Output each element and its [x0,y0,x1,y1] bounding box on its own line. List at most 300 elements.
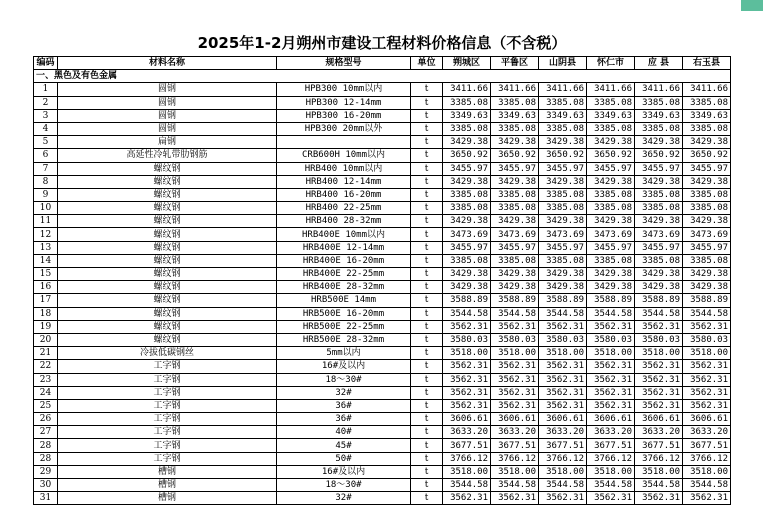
header-region-shanyin: 山阴县 [539,57,587,70]
unit: t [411,202,443,215]
spec: 36# [277,413,411,426]
price-cell: 3580.03 [587,333,635,346]
table-row [34,215,731,228]
price-cell: 3455.97 [443,241,491,254]
price-cell: 3349.63 [491,109,539,122]
header-region-huairen: 怀仁市 [587,57,635,70]
unit: t [411,254,443,267]
spec [277,136,411,149]
spec: HPB300 10mm以内 [277,83,411,96]
row-number: 27 [34,426,58,439]
unit: t [411,228,443,241]
corner-accent [741,0,763,11]
price-cell: 3385.08 [587,254,635,267]
price-cell: 3429.38 [443,281,491,294]
price-cell: 3562.31 [635,386,683,399]
unit: t [411,360,443,373]
price-cell: 3580.03 [491,333,539,346]
unit: t [411,175,443,188]
row-number: 16 [34,281,58,294]
spec: 32# [277,386,411,399]
spec: HRB500E 28-32mm [277,333,411,346]
price-cell: 3455.97 [683,241,731,254]
table-row [34,268,731,281]
material-name: 槽钢 [58,465,277,478]
row-number: 6 [34,149,58,162]
row-number: 2 [34,96,58,109]
price-cell: 3544.58 [539,479,587,492]
material-name: 圆钢 [58,83,277,96]
header-unit: 单位 [411,57,443,70]
header-region-shuocheng: 朔城区 [443,57,491,70]
price-cell: 3588.89 [683,294,731,307]
row-number: 15 [34,268,58,281]
price-cell: 3385.08 [491,96,539,109]
price-cell: 3385.08 [635,188,683,201]
price-cell: 3385.08 [443,188,491,201]
price-cell: 3518.00 [683,347,731,360]
price-cell: 3411.66 [635,83,683,96]
material-name: 工字钢 [58,373,277,386]
price-cell: 3385.08 [587,96,635,109]
material-name: 高延性冷轧带肋钢筋 [58,149,277,162]
price-cell: 3429.38 [539,281,587,294]
table-row [34,479,731,492]
price-cell: 3518.00 [635,347,683,360]
spec: HRB400 16-20mm [277,188,411,201]
table-row [34,122,731,135]
price-cell: 3606.61 [539,413,587,426]
price-cell: 3562.31 [539,373,587,386]
spec: HRB400 12-14mm [277,175,411,188]
row-number: 5 [34,136,58,149]
table-row [34,228,731,241]
price-cell: 3429.38 [539,215,587,228]
table-row [34,386,731,399]
price-cell: 3544.58 [491,479,539,492]
price-cell: 3349.63 [635,109,683,122]
material-name: 工字钢 [58,413,277,426]
row-number: 31 [34,492,58,505]
price-cell: 3518.00 [635,465,683,478]
price-cell: 3385.08 [587,188,635,201]
price-cell: 3588.89 [635,294,683,307]
material-name: 螺纹钢 [58,175,277,188]
price-cell: 3429.38 [587,215,635,228]
price-cell: 3562.31 [491,373,539,386]
price-cell: 3633.20 [635,426,683,439]
price-cell: 3677.51 [635,439,683,452]
price-cell: 3385.08 [635,96,683,109]
spec: HRB500E 16-20mm [277,307,411,320]
price-cell: 3385.08 [443,122,491,135]
price-cell: 3473.69 [635,228,683,241]
price-cell: 3349.63 [683,109,731,122]
spec: HPB300 12-14mm [277,96,411,109]
price-cell: 3562.31 [443,360,491,373]
price-cell: 3562.31 [443,386,491,399]
price-cell: 3429.38 [683,175,731,188]
price-cell: 3562.31 [683,360,731,373]
row-number: 19 [34,320,58,333]
price-cell: 3429.38 [587,175,635,188]
spec: 16#及以内 [277,465,411,478]
price-cell: 3455.97 [635,241,683,254]
price-cell: 3562.31 [683,373,731,386]
price-cell: 3544.58 [443,479,491,492]
table-row [34,439,731,452]
spec: HRB400E 10mm以内 [277,228,411,241]
unit: t [411,426,443,439]
price-cell: 3385.08 [683,202,731,215]
unit: t [411,439,443,452]
price-cell: 3580.03 [683,333,731,346]
table-row [34,149,731,162]
spec: 5mm以内 [277,347,411,360]
price-cell: 3455.97 [491,241,539,254]
unit: t [411,188,443,201]
header-code: 编码 [34,57,58,70]
price-cell: 3650.92 [683,149,731,162]
price-cell: 3385.08 [683,254,731,267]
price-cell: 3455.97 [443,162,491,175]
price-cell: 3473.69 [539,228,587,241]
price-cell: 3588.89 [587,294,635,307]
price-cell: 3429.38 [491,281,539,294]
material-name: 螺纹钢 [58,281,277,294]
price-cell: 3411.66 [683,83,731,96]
row-number: 23 [34,373,58,386]
price-cell: 3473.69 [587,228,635,241]
table-row [34,294,731,307]
spec: HPB300 20mm以外 [277,122,411,135]
table-row [34,162,731,175]
table-row [34,413,731,426]
price-cell: 3544.58 [683,307,731,320]
price-cell: 3766.12 [635,452,683,465]
price-cell: 3349.63 [587,109,635,122]
price-cell: 3473.69 [683,228,731,241]
price-cell: 3544.58 [635,307,683,320]
price-cell: 3385.08 [635,202,683,215]
page-title: 2025年1-2月朔州市建设工程材料价格信息（不含税） [197,34,567,52]
price-table [33,56,731,505]
table-row [34,333,731,346]
price-cell: 3562.31 [443,492,491,505]
price-cell: 3385.08 [683,188,731,201]
header-region-pinglu: 平鲁区 [491,57,539,70]
price-cell: 3562.31 [539,360,587,373]
row-number: 21 [34,347,58,360]
row-number: 28 [34,452,58,465]
spec: HRB400 22-25mm [277,202,411,215]
spec: 32# [277,492,411,505]
row-number: 12 [34,228,58,241]
price-cell: 3455.97 [635,162,683,175]
price-cell: 3518.00 [587,347,635,360]
unit: t [411,149,443,162]
price-cell: 3766.12 [443,452,491,465]
row-number: 4 [34,122,58,135]
price-cell: 3562.31 [539,399,587,412]
price-cell: 3677.51 [683,439,731,452]
price-cell: 3429.38 [683,215,731,228]
price-cell: 3385.08 [539,96,587,109]
price-cell: 3588.89 [443,294,491,307]
row-number: 28 [34,439,58,452]
spec: 18～30# [277,373,411,386]
unit: t [411,281,443,294]
spec: HRB400 10mm以内 [277,162,411,175]
unit: t [411,307,443,320]
price-cell: 3385.08 [683,96,731,109]
price-cell: 3606.61 [683,413,731,426]
price-cell: 3429.38 [443,175,491,188]
row-number: 10 [34,202,58,215]
price-cell: 3349.63 [443,109,491,122]
price-cell: 3429.38 [587,268,635,281]
row-number: 8 [34,175,58,188]
price-cell: 3544.58 [443,307,491,320]
table-row [34,109,731,122]
price-cell: 3518.00 [683,465,731,478]
price-cell: 3455.97 [683,162,731,175]
price-cell: 3385.08 [635,254,683,267]
header-region-yingxian: 应 县 [635,57,683,70]
price-cell: 3562.31 [443,399,491,412]
material-name: 螺纹钢 [58,202,277,215]
price-cell: 3429.38 [491,175,539,188]
price-cell: 3766.12 [491,452,539,465]
price-cell: 3562.31 [683,492,731,505]
price-cell: 3544.58 [683,479,731,492]
price-cell: 3562.31 [683,320,731,333]
table-row [34,465,731,478]
row-number: 7 [34,162,58,175]
price-cell: 3429.38 [443,268,491,281]
price-cell: 3650.92 [443,149,491,162]
material-name: 螺纹钢 [58,228,277,241]
row-number: 20 [34,333,58,346]
price-cell: 3544.58 [491,307,539,320]
price-cell: 3562.31 [587,360,635,373]
material-name: 工字钢 [58,426,277,439]
price-cell: 3606.61 [443,413,491,426]
row-number: 24 [34,386,58,399]
unit: t [411,162,443,175]
material-name: 螺纹钢 [58,188,277,201]
unit: t [411,479,443,492]
table-row [34,281,731,294]
price-cell: 3518.00 [491,347,539,360]
unit: t [411,136,443,149]
price-cell: 3562.31 [683,399,731,412]
unit: t [411,373,443,386]
price-cell: 3349.63 [539,109,587,122]
unit: t [411,386,443,399]
price-cell: 3385.08 [491,254,539,267]
price-cell: 3588.89 [539,294,587,307]
price-cell: 3429.38 [491,136,539,149]
material-name: 螺纹钢 [58,307,277,320]
spec: CRB600H 10mm以内 [277,149,411,162]
price-cell: 3580.03 [443,333,491,346]
table-row [34,347,731,360]
unit: t [411,347,443,360]
unit: t [411,320,443,333]
unit: t [411,122,443,135]
price-cell: 3677.51 [491,439,539,452]
price-cell: 3562.31 [539,386,587,399]
price-cell: 3518.00 [491,465,539,478]
row-number: 11 [34,215,58,228]
material-name: 圆钢 [58,109,277,122]
price-cell: 3544.58 [587,307,635,320]
unit: t [411,465,443,478]
unit: t [411,215,443,228]
price-cell: 3633.20 [587,426,635,439]
price-cell: 3562.31 [491,399,539,412]
table-row [34,426,731,439]
price-cell: 3518.00 [539,465,587,478]
price-cell: 3650.92 [539,149,587,162]
section-row [34,70,731,83]
row-number: 9 [34,188,58,201]
price-cell: 3562.31 [635,399,683,412]
material-name: 冷拔低碳钢丝 [58,347,277,360]
price-cell: 3385.08 [539,254,587,267]
price-cell: 3650.92 [587,149,635,162]
row-number: 29 [34,465,58,478]
table-row [34,202,731,215]
spec: HRB400E 12-14mm [277,241,411,254]
price-cell: 3606.61 [587,413,635,426]
price-cell: 3562.31 [635,360,683,373]
header-region-youyu: 右玉县 [683,57,731,70]
material-name: 螺纹钢 [58,241,277,254]
price-cell: 3766.12 [683,452,731,465]
price-cell: 3677.51 [587,439,635,452]
table-row [34,83,731,96]
spec: 18～30# [277,479,411,492]
price-cell: 3455.97 [491,162,539,175]
price-cell: 3429.38 [587,136,635,149]
price-cell: 3429.38 [539,175,587,188]
price-cell: 3677.51 [539,439,587,452]
unit: t [411,333,443,346]
price-cell: 3385.08 [539,202,587,215]
price-cell: 3562.31 [539,320,587,333]
table-row [34,320,731,333]
table-row [34,188,731,201]
unit: t [411,492,443,505]
price-cell: 3429.38 [635,268,683,281]
header-name: 材料名称 [58,57,277,70]
material-name: 槽钢 [58,492,277,505]
table-row [34,373,731,386]
spec: HRB400E 28-32mm [277,281,411,294]
unit: t [411,241,443,254]
material-name: 螺纹钢 [58,215,277,228]
price-cell: 3429.38 [443,215,491,228]
table-row [34,360,731,373]
price-cell: 3562.31 [443,373,491,386]
material-name: 工字钢 [58,386,277,399]
spec: 50# [277,452,411,465]
spec: 16#及以内 [277,360,411,373]
material-name: 圆钢 [58,122,277,135]
price-cell: 3588.89 [491,294,539,307]
price-cell: 3633.20 [683,426,731,439]
spec: HRB500E 14mm [277,294,411,307]
price-cell: 3473.69 [443,228,491,241]
price-cell: 3562.31 [587,399,635,412]
spec: HRB400E 16-20mm [277,254,411,267]
unit: t [411,413,443,426]
table-row [34,307,731,320]
price-cell: 3562.31 [683,386,731,399]
price-cell: 3677.51 [443,439,491,452]
price-cell: 3544.58 [539,307,587,320]
spec: 45# [277,439,411,452]
price-cell: 3650.92 [491,149,539,162]
price-cell: 3518.00 [539,347,587,360]
price-cell: 3562.31 [587,492,635,505]
price-cell: 3766.12 [587,452,635,465]
unit: t [411,268,443,281]
price-cell: 3518.00 [587,465,635,478]
price-cell: 3633.20 [491,426,539,439]
price-cell: 3544.58 [635,479,683,492]
unit: t [411,96,443,109]
price-cell: 3429.38 [491,268,539,281]
table-row [34,452,731,465]
price-cell: 3650.92 [635,149,683,162]
row-number: 26 [34,413,58,426]
spec: HPB300 16-20mm [277,109,411,122]
material-name: 工字钢 [58,399,277,412]
row-number: 25 [34,399,58,412]
price-cell: 3562.31 [539,492,587,505]
table-row [34,175,731,188]
price-cell: 3455.97 [539,241,587,254]
price-cell: 3429.38 [635,215,683,228]
price-cell: 3385.08 [443,202,491,215]
price-cell: 3429.38 [635,136,683,149]
table-row [34,254,731,267]
material-name: 螺纹钢 [58,162,277,175]
spec: HRB400E 22-25mm [277,268,411,281]
price-cell: 3580.03 [635,333,683,346]
material-name: 圆钢 [58,96,277,109]
table-row [34,136,731,149]
price-cell: 3429.38 [443,136,491,149]
section-label: 一、黑色及有色金属 [34,70,731,83]
price-cell: 3385.08 [491,122,539,135]
price-cell: 3429.38 [683,268,731,281]
price-cell: 3518.00 [443,465,491,478]
row-number: 14 [34,254,58,267]
price-cell: 3385.08 [491,188,539,201]
spec: 36# [277,399,411,412]
unit: t [411,452,443,465]
spec: HRB500E 22-25mm [277,320,411,333]
price-cell: 3562.31 [635,492,683,505]
price-cell: 3562.31 [635,320,683,333]
price-cell: 3562.31 [491,492,539,505]
material-name: 工字钢 [58,439,277,452]
table-row [34,96,731,109]
